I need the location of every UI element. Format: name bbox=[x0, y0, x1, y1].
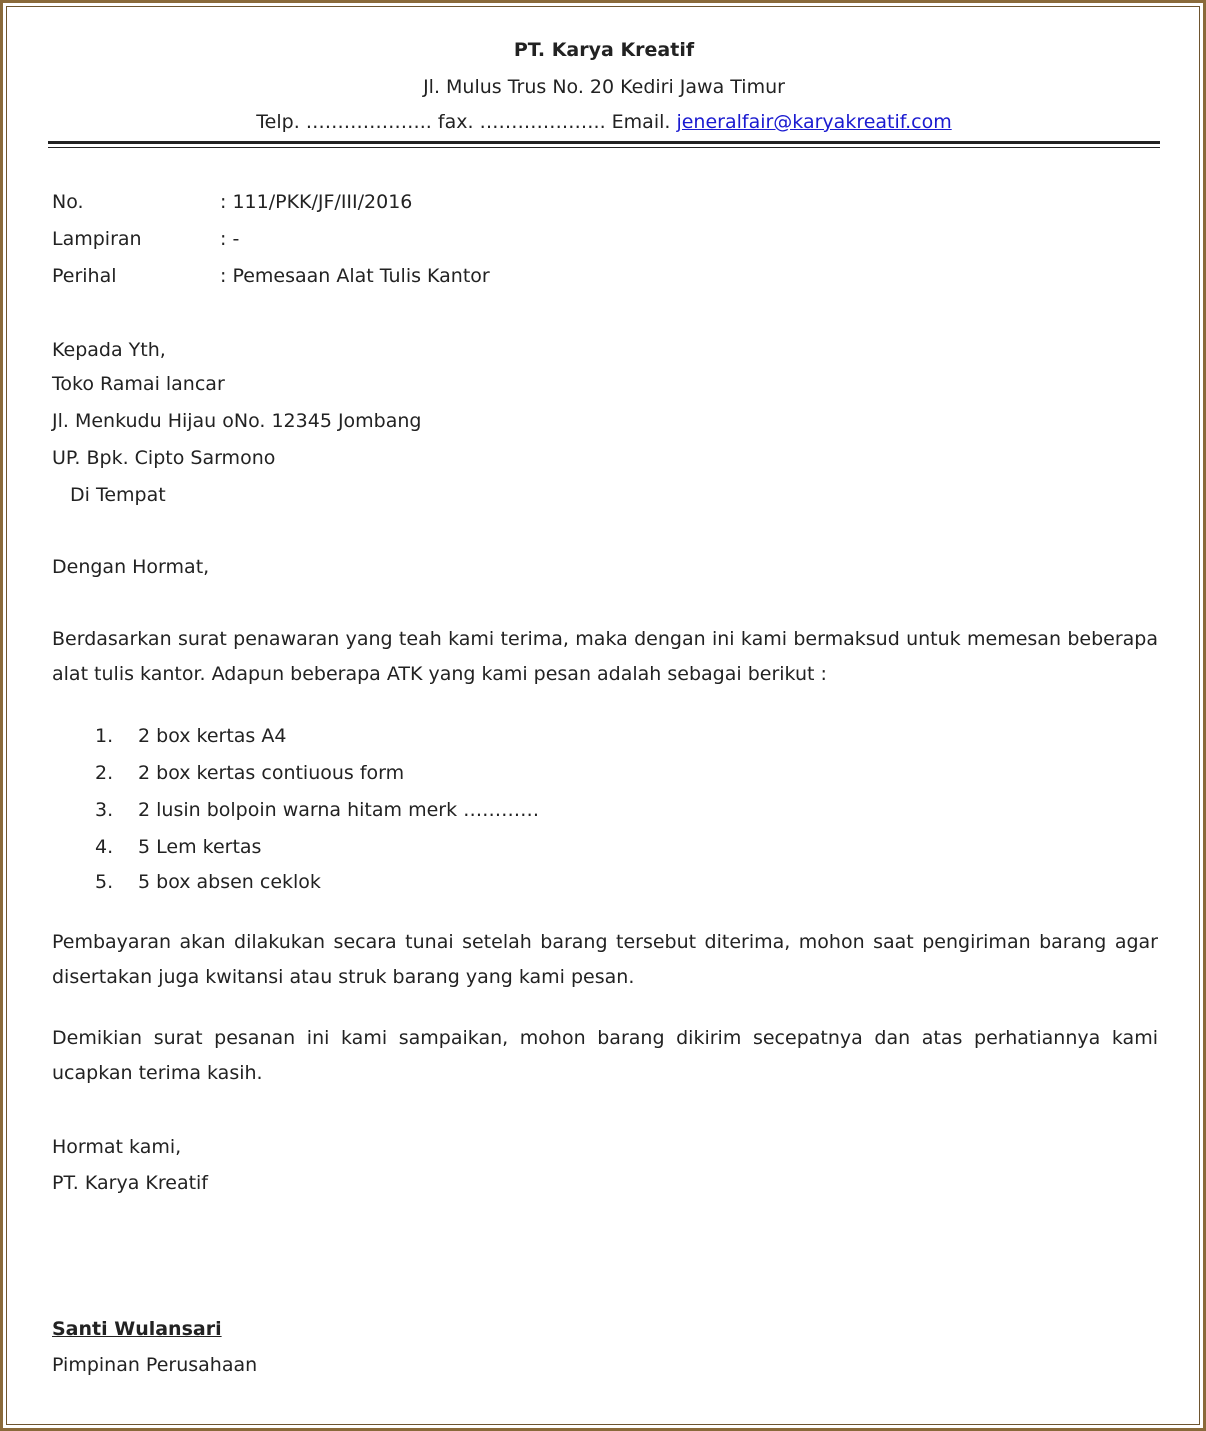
company-contact bbox=[48, 110, 1160, 134]
signer-name: Santi Wulansari bbox=[52, 1318, 222, 1340]
recipient-line2: Toko Ramai lancar bbox=[52, 373, 225, 395]
signer-title: Pimpinan Perusahaan bbox=[52, 1354, 258, 1376]
paragraph-closing: Demikian surat pesanan ini kami sampaikan, mohon barang dikirim secepatnya dan atas perhatiannya kami ucapkan terima kasih. bbox=[52, 1027, 1158, 1084]
closing-company: PT. Karya Kreatif bbox=[52, 1172, 208, 1194]
recipient-line5: Di Tempat bbox=[70, 484, 166, 506]
perihal-label: Perihal bbox=[52, 265, 117, 287]
lampiran-label: Lampiran bbox=[52, 228, 142, 250]
recipient-line3: Jl. Menkudu Hijau oNo. 12345 Jombang bbox=[52, 410, 422, 432]
perihal-value: : Pemesaan Alat Tulis Kantor bbox=[220, 265, 490, 287]
company-address: Jl. Mulus Trus No. 20 Kediri Jawa Timur bbox=[423, 76, 785, 98]
recipient-line1: Kepada Yth, bbox=[52, 339, 166, 361]
list-item-number: 3. bbox=[95, 799, 114, 821]
list-item: 5 box absen ceklok bbox=[138, 871, 321, 893]
list-item: 2 box kertas A4 bbox=[138, 725, 287, 747]
list-item-number: 2. bbox=[95, 762, 114, 784]
list-item: 2 box kertas contiuous form bbox=[138, 762, 405, 784]
list-item-number: 4. bbox=[95, 836, 114, 858]
paragraph-order-intro: Berdasarkan surat penawaran yang teah kami terima, maka dengan ini kami bermaksud untuk memesan beberapa alat tulis kantor. Adapun beberapa ATK yang kami pesan adalah sebagai berikut : bbox=[52, 628, 1158, 685]
recipient-line4: UP. Bpk. Cipto Sarmono bbox=[52, 447, 276, 469]
email-link[interactable]: jeneralfair@karyakreatif.com bbox=[676, 111, 952, 133]
list-item-number: 1. bbox=[95, 725, 114, 747]
paragraph-payment: Pembayaran akan dilakukan secara tunai setelah barang tersebut diterima, mohon saat pengiriman barang agar disertakan juga kwitansi atau struk barang yang kami pesan. bbox=[52, 931, 1158, 988]
list-item: 5 Lem kertas bbox=[138, 836, 262, 858]
greeting: Dengan Hormat, bbox=[52, 556, 210, 578]
contact-prefix: Telp. ……………….. fax. ……………….. Email. bbox=[256, 111, 677, 133]
page-border-inner bbox=[6, 6, 1200, 1425]
list-item-number: 5. bbox=[95, 871, 114, 893]
letterhead-rule-thin bbox=[48, 147, 1160, 148]
lampiran-value: : - bbox=[220, 228, 240, 250]
no-label: No. bbox=[52, 191, 84, 213]
company-name: PT. Karya Kreatif bbox=[513, 39, 695, 61]
closing-salutation: Hormat kami, bbox=[52, 1136, 182, 1158]
letterhead-rule-thick bbox=[48, 141, 1160, 144]
list-item: 2 lusin bolpoin warna hitam merk ………… bbox=[138, 799, 540, 821]
no-value: : 111/PKK/JF/III/2016 bbox=[220, 191, 413, 213]
